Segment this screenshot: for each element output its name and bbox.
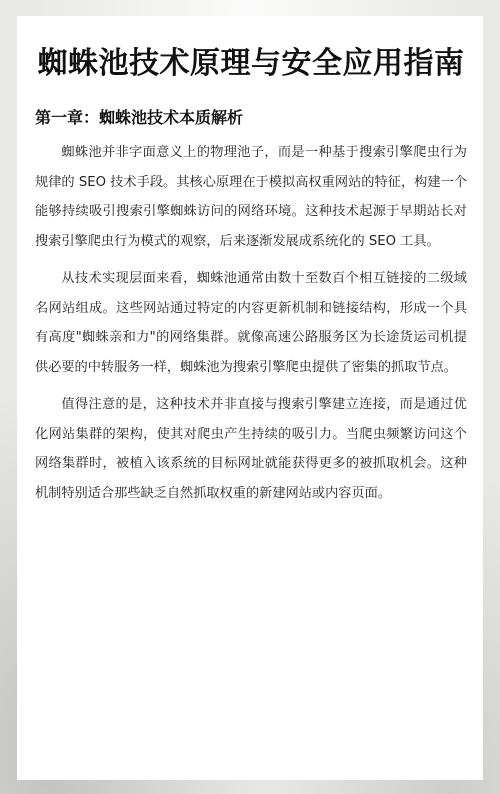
chapter-heading: 第一章：蜘蛛池技术本质解析 xyxy=(35,108,244,127)
document-page xyxy=(17,16,483,780)
paragraph-3: 值得注意的是，这种技术并非直接与搜索引擎建立连接，而是通过优化网站集群的架构，使其对爬虫产生持续的吸引力。当爬虫频繁访问这个网络集群时，被植入该系统的目标网址就能获得更多的被抓取机会。这种机制特别适合那些缺乏自然抓取权重的新建网站或内容页面。 xyxy=(35,397,467,501)
paragraph-2: 从技术实现层面来看，蜘蛛池通常由数十至数百个相互链接的二级域名网站组成。这些网站通过特定的内容更新机制和链接结构，形成一个具有高度"蜘蛛亲和力"的网络集群。就像高速公路服务区为长途货运司机提供必要的中转服务一样，蜘蛛池为搜索引擎爬虫提供了密集的抓取节点。 xyxy=(35,271,467,375)
paragraph-1: 蜘蛛池并非字面意义上的物理池子，而是一种基于搜索引擎爬虫行为规律的 SEO 技术手段。其核心原理在于模拟高权重网站的特征，构建一个能够持续吸引搜索引擎蜘蛛访问的网络环境。这种技术起源于早期站长对搜索引擎爬虫行为模式的观察，后来逐渐发展成系统化的 SEO 工具。 xyxy=(35,145,467,249)
document-title: 蜘蛛池技术原理与安全应用指南 xyxy=(37,46,465,81)
